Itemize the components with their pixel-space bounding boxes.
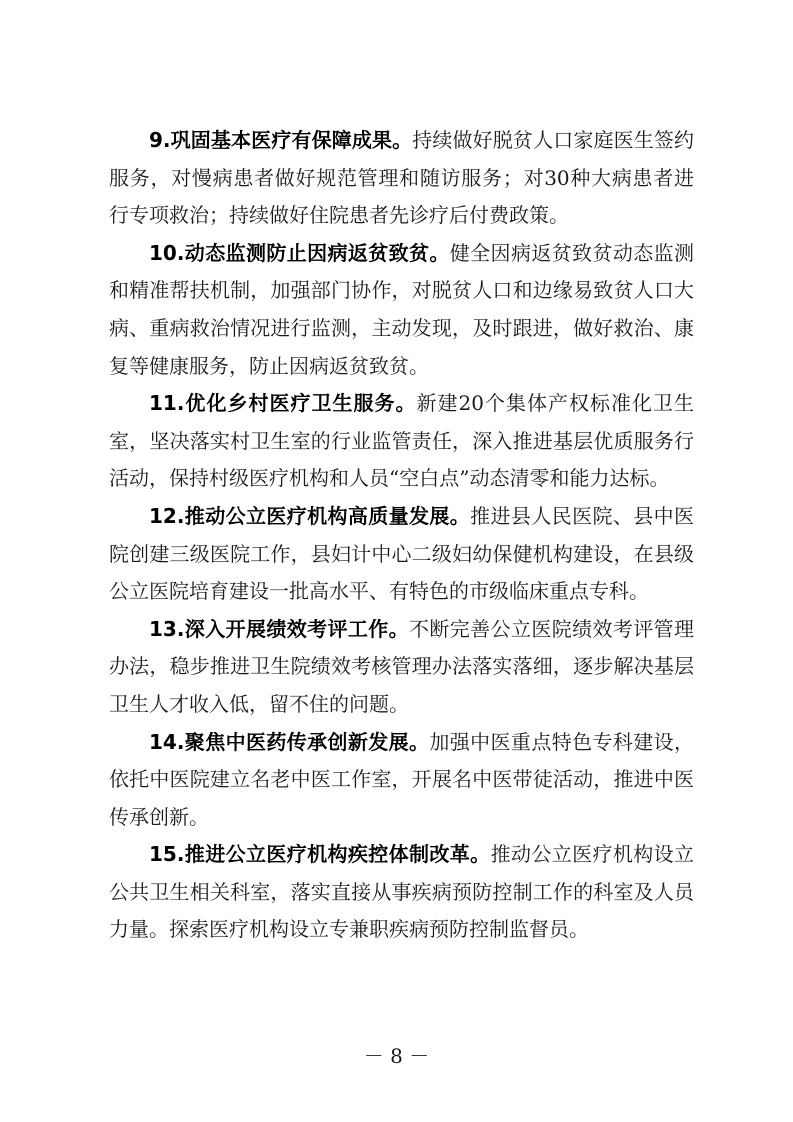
paragraph-11	[109, 385, 694, 498]
paragraph-heading: 15.推进公立医疗机构疾控体制改革。	[149, 842, 491, 867]
paragraph-heading: 9.巩固基本医疗有保障成果。	[149, 128, 413, 152]
paragraph-text: 推动公立医疗机构设立公共卫生相关科室，落实直接从事疾病预防控制工作的科室及人员力量。探索医疗机构设立专兼职疾病预防控制监督员。	[109, 842, 695, 942]
paragraph-14	[109, 724, 694, 837]
paragraph-10	[109, 235, 694, 385]
paragraph-heading: 10.动态监测防止因病返贫致贫。	[149, 240, 450, 265]
paragraph-heading: 13.深入开展绩效考评工作。	[149, 616, 410, 641]
paragraph-text: 健全因病返贫致贫动态监测和精准帮扶机制，加强部门协作，对脱贫人口和边缘易致贫人口大病、重病救治情况进行监测，主动发现，及时跟进，做好救治、康复等健康服务，防止因病返贫致贫。	[109, 240, 695, 378]
paragraph-text: 不断完善公立医院绩效考评管理办法，稳步推进卫生院绩效考核管理办法落实落细，逐步解决基层卫生人才收入低，留不住的问题。	[109, 616, 695, 716]
paragraph-heading: 11.优化乡村医疗卫生服务。	[149, 391, 417, 416]
document-body	[109, 122, 694, 949]
paragraph-13	[109, 611, 694, 724]
paragraph-15	[109, 836, 694, 949]
page-number: － 8 －	[363, 1044, 430, 1068]
paragraph-heading: 12.推动公立医疗机构高质量发展。	[149, 503, 471, 528]
paragraph-heading: 14.聚焦中医药传承创新发展。	[149, 729, 430, 754]
paragraph-text: 持续做好脱贫人口家庭医生签约服务，对慢病患者做好规范管理和随访服务；对30种大病患者进行专项救治；持续做好住院患者先诊疗后付费政策。	[109, 128, 695, 228]
paragraph-text: 新建20个集体产权标准化卫生室，坚决落实村卫生室的行业监管责任，深入推进基层优质服务行活动，保持村级医疗机构和人员“空白点”动态清零和能力达标。	[109, 391, 694, 491]
paragraph-text: 推进县人民医院、县中医院创建三级医院工作，县妇计中心二级妇幼保健机构建设，在县级公立医院培育建设一批高水平、有特色的市级临床重点专科。	[109, 503, 694, 604]
paragraph-12	[109, 498, 694, 611]
paragraph-text: 加强中医重点特色专科建设，依托中医院建立名老中医工作室，开展名中医带徒活动，推进中医传承创新。	[109, 729, 694, 829]
paragraph-9	[109, 122, 694, 235]
